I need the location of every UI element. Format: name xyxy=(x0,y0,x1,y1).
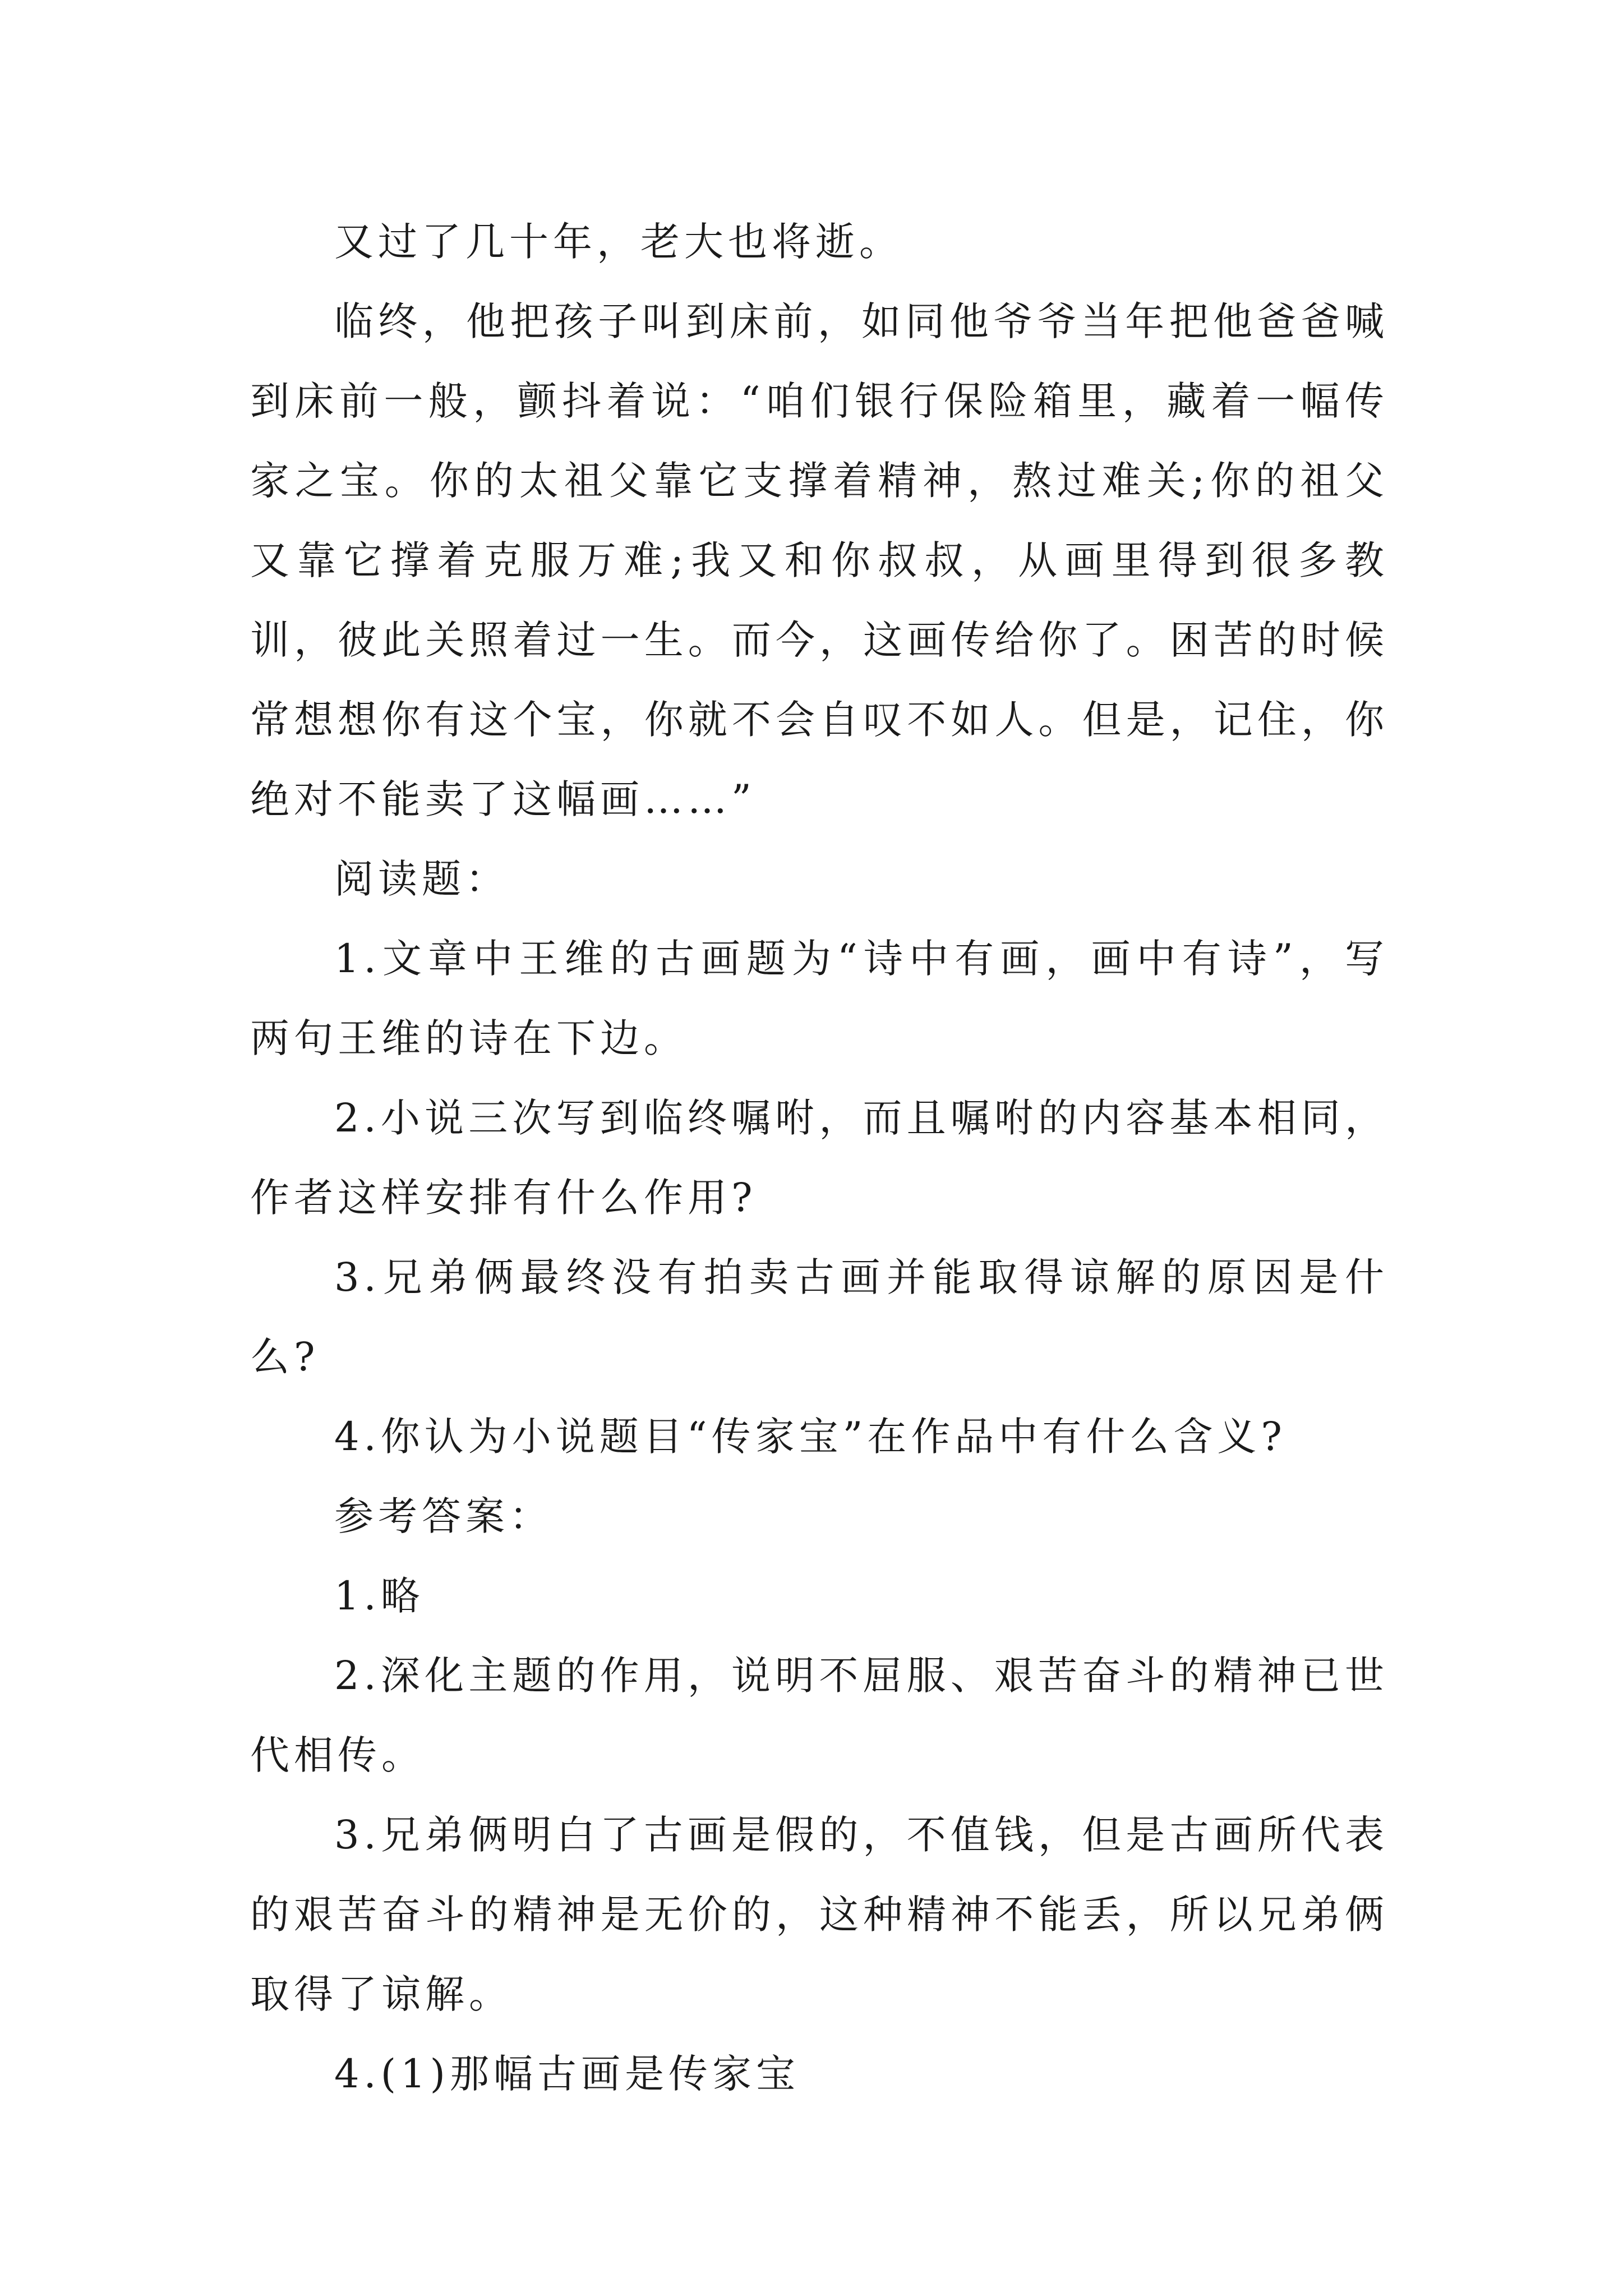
document-body xyxy=(250,202,1389,2114)
question-3: 3.兄弟俩最终没有拍卖古画并能取得谅解的原因是什么? xyxy=(250,1254,1389,1380)
answer-1: 1.略 xyxy=(334,1573,425,1619)
question-2: 2.小说三次写到临终嘱咐，而且嘱咐的内容基本相同，作者这样安排有什么作用? xyxy=(250,1095,1389,1221)
story-paragraph-closing: 又过了几十年，老大也将逝。 xyxy=(334,219,903,265)
answer-4: 4.(1)那幅古画是传家宝 xyxy=(334,2051,800,2097)
reading-questions-heading: 阅读题： xyxy=(334,856,509,902)
question-1: 1.文章中王维的古画题为“诗中有画，画中有诗”，写两句王维的诗在下边。 xyxy=(250,936,1389,1061)
story-paragraph-deathbed: 临终，他把孩子叫到床前，如同他爷爷当年把他爸爸喊到床前一般，颤抖着说：“咱们银行保险箱里，藏着一幅传家之宝。你的太祖父靠它支撑着精神，熬过难关;你的祖父又靠它撑着克服万难;我又和你叔叔，从画里得到很多教训，彼此关照着过一生。而今，这画传给你了。困苦的时候常想想你有这个宝，你就不会自叹不如人。但是，记住，你绝对不能卖了这幅画……” xyxy=(250,298,1389,822)
answer-3: 3.兄弟俩明白了古画是假的，不值钱，但是古画所代表的艰苦奋斗的精神是无价的，这种精神不能丢，所以兄弟俩取得了谅解。 xyxy=(250,1812,1389,2017)
question-4: 4.你认为小说题目“传家宝”在作品中有什么含义? xyxy=(334,1414,1287,1460)
answer-2: 2.深化主题的作用，说明不屈服、艰苦奋斗的精神已世代相传。 xyxy=(250,1653,1389,1778)
answers-heading: 参考答案： xyxy=(334,1493,553,1539)
